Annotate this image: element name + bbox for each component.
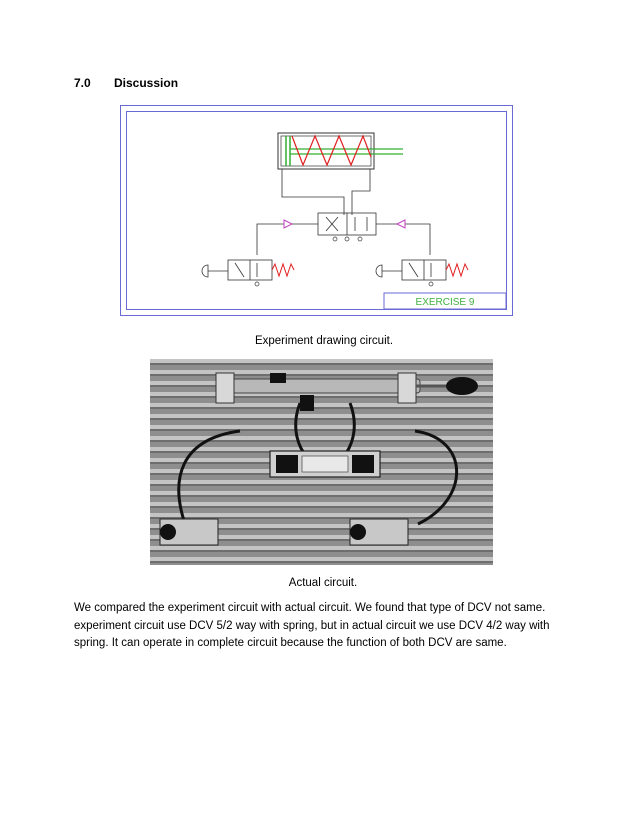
figure2-caption: Actual circuit. <box>288 577 358 589</box>
section-number: 7.0 <box>74 76 91 90</box>
figure1-caption: Experiment drawing circuit. <box>254 335 394 347</box>
actual-circuit-photo <box>150 359 493 565</box>
section-title: Discussion <box>114 76 179 90</box>
circuit-drawing <box>120 105 513 316</box>
section-heading <box>74 76 178 90</box>
discussion-paragraph: We compared the experiment circuit with actual circuit. We found that type of DCV not same. experiment circuit use DCV 5/2 way with spring, but in actual circuit we use DCV 4/2 way with spring. It can operate in complete circuit because the function of both DCV are same. <box>74 602 550 649</box>
title-block-text: EXERCISE 9 <box>415 297 475 308</box>
